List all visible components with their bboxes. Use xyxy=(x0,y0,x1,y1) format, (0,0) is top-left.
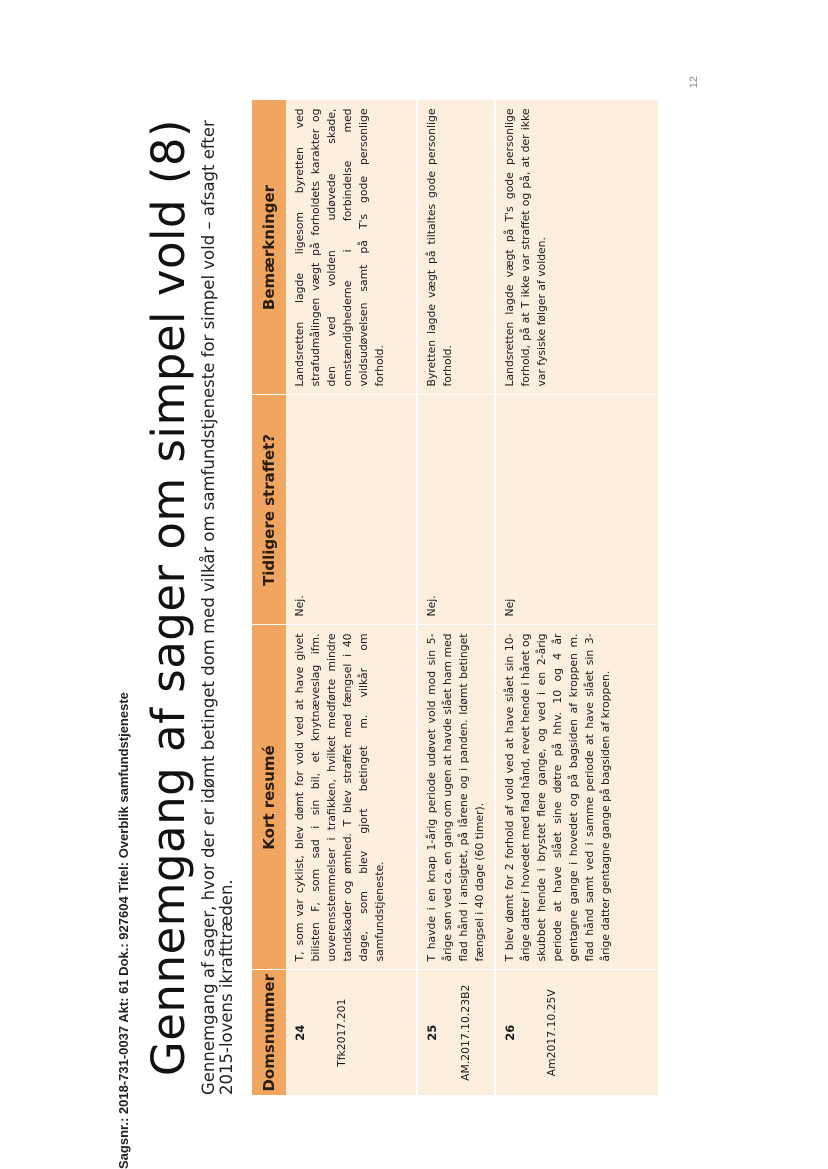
case-number: 24 xyxy=(293,1024,307,1041)
table-row xyxy=(417,100,495,1095)
col-header-previous: Tidligere straffet? xyxy=(252,395,286,625)
table-header-row xyxy=(252,100,286,1095)
slide-title: Gennemgang af sager om simpel vold (8) xyxy=(142,118,195,1077)
case-id-cell xyxy=(417,970,495,1095)
case-id-cell xyxy=(286,970,417,1095)
case-reference: AM.2017.10.23B2 xyxy=(459,984,472,1081)
case-resume: T, som var cyklist, blev dømt for vold ved at have givet bilisten F, som sad i sin bil, et knytnæveslag ifm. uoverensstemmelser i trafikken, hvilket medførte mindre tandskader og ømhed. T blev straffet med fængsel i 40 dage, som blev gjort betinget m. vilkår om samfundstjeneste. xyxy=(286,625,417,970)
case-id-cell xyxy=(495,970,659,1095)
case-reference: Am2017.10.25V xyxy=(545,989,558,1077)
slide-subtitle: Gennemgang af sager, hvor der er idømt betinget dom med vilkår om samfundstjeneste for simpel vold – afsagt efter 2015-lovens ikrafttræden. xyxy=(199,120,236,1095)
case-previous: Nej xyxy=(495,395,659,625)
col-header-resume: Kort resumé xyxy=(252,625,286,970)
case-previous: Nej. xyxy=(417,395,495,625)
col-header-domsnummer: Domsnummer xyxy=(252,970,286,1095)
cases-table xyxy=(252,100,660,1096)
case-remarks: Landsretten lagde ligesom byretten ved strafudmålingen vægt på forholdets karakter og den ved volden udøvede skade, omstændighederne i forbindelse med voldsudøvelsen samt på T's gode personlige forhold. xyxy=(286,100,417,395)
table-row xyxy=(495,100,659,1095)
document-header: Sagsnr.: 2018-731-0037 Akt: 61 Dok.: 927604 Titel: Overblik samfundstjeneste xyxy=(116,692,131,1169)
case-number: 26 xyxy=(503,1024,517,1041)
case-number: 25 xyxy=(425,1024,439,1041)
page-number: 12 xyxy=(688,76,700,89)
case-resume: T blev dømt for 2 forhold af vold ved at have slået sin 10-årige datter i hovedet med flad hånd, revet hende i håret og skubbet hende i brystet flere gange, og ved i en 2-årig periode at have slået sine døtre på hhv. 10 og 4 år gentagne gange i hovedet og på bagsiden af kroppen m. flad hånd samt ved i samme periode at have slået sin 3-årige datter gentagne gange på bagsiden af kroppen. xyxy=(495,625,659,970)
case-remarks: Byretten lagde vægt på tiltaltes gode personlige forhold. xyxy=(417,100,495,395)
slide xyxy=(140,100,630,1095)
case-remarks: Landsretten lagde vægt på T's gode personlige forhold, på at T ikke var straffet og på, at der ikke var fysiske følger af volden. xyxy=(495,100,659,395)
case-reference: Tfk2017.201 xyxy=(335,998,348,1067)
case-previous: Nej. xyxy=(286,395,417,625)
table-row xyxy=(286,100,417,1095)
col-header-remarks: Bemærkninger xyxy=(252,100,286,395)
case-resume: T havde i en knap 1-årig periode udøvet vold mod sin 5-årige søn ved ca. en gang om ugen at havde slået ham med flad hånd i ansigtet, på lårene og i panden. Idømt betinget fængsel i 40 dage (60 timer). xyxy=(417,625,495,970)
